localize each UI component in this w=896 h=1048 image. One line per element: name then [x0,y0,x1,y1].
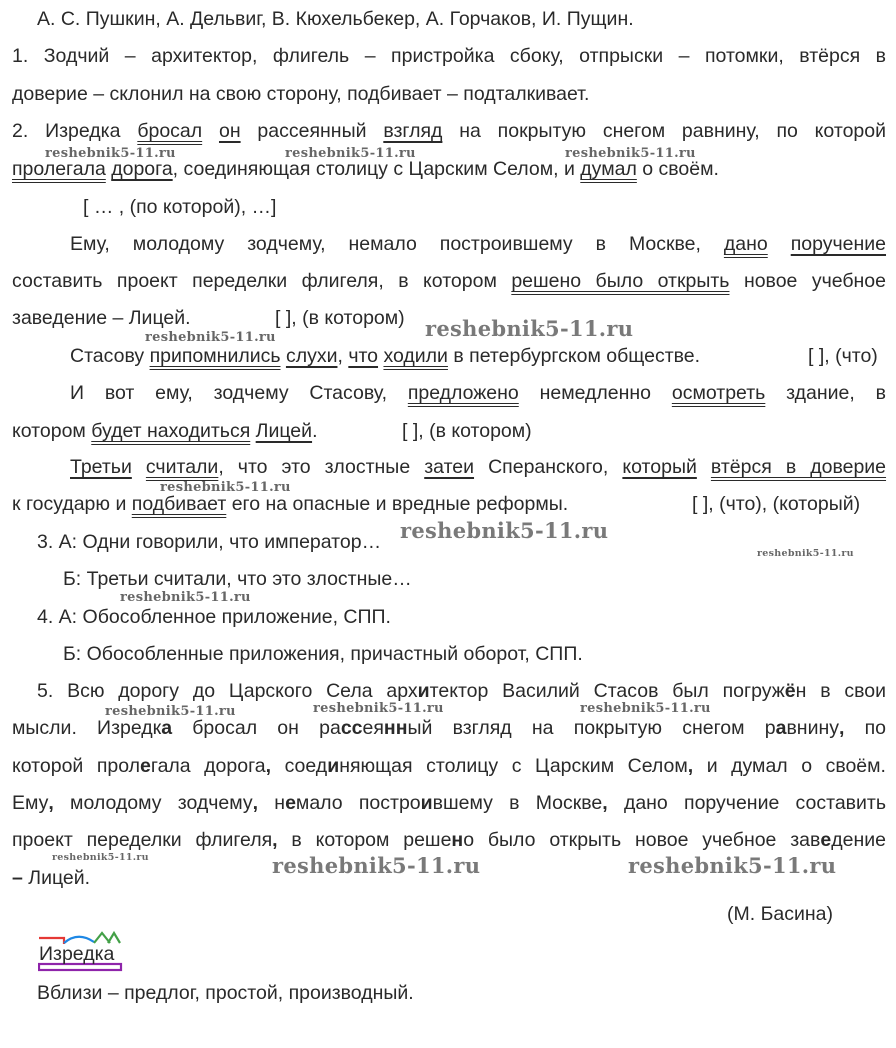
text-segment: Ему [12,792,49,814]
inserted-punctuation: , [272,829,278,851]
inserted-letter: и [327,755,340,777]
watermark: reshebnik5-11.ru [145,330,276,345]
task5-line2 [12,716,886,740]
watermark: reshebnik5-11.ru [120,590,251,605]
watermark: reshebnik5-11.ru [400,518,609,543]
text-segment: дение [831,829,886,851]
watermark: reshebnik5-11.ru [45,146,176,161]
text-segment: , соединяющая столицу с Царским Селом, и [172,158,581,180]
text-segment: в котором реше [277,829,452,851]
text-segment: соед [271,755,328,777]
text-segment: вшему в Москве [432,792,603,814]
text-segment: новое учебное [729,270,886,292]
task2-p3-line1 [70,344,700,368]
inserted-punctuation: , [838,717,845,739]
predicate: решено было открыть [511,270,730,292]
inserted-letter: а [161,717,173,739]
inserted-letter: н [451,829,464,851]
inserted-letter: е [285,792,296,814]
object: взгляд [383,120,443,142]
task5-line6 [12,866,90,890]
morph-word: Изредка [39,943,115,965]
text-segment: 5. Всю дорогу до Царского Села арх [37,680,418,702]
text-segment: , [337,345,349,367]
inserted-letter: сс [340,717,363,739]
watermark: reshebnik5-11.ru [160,480,291,495]
task5-line3 [12,754,886,778]
text-segment [697,456,711,478]
task2-p1-line1 [12,119,886,143]
text-segment: н в свои [795,680,887,702]
text-segment: его на опасные и вредные реформы. [226,493,569,515]
task2-p2-line2 [12,269,886,293]
task2-p2-line3: заведение – Лицей. [12,307,191,329]
text-segment: о своём. [636,158,719,180]
watermark: reshebnik5-11.ru [272,853,481,878]
task2-p2-line1 [70,232,886,256]
inserted-punctuation: , [252,792,259,814]
predicate: припомнились [149,345,281,367]
scheme: [ ], (что), (который) [692,493,861,515]
task5-line1 [37,679,886,703]
text-segment: в петербургском обществе. [447,345,701,367]
text-segment: ый взгляд на покрытую снегом р [407,717,776,739]
inserted-letter: е [820,829,832,851]
morph-note: Вблизи – предлог, простой, производный. [37,982,414,1004]
watermark: reshebnik5-11.ru [757,548,854,559]
watermark: reshebnik5-11.ru [565,146,696,161]
text-segment: няющая столицу с Царским Селом [339,755,688,777]
inserted-letter: а [775,717,787,739]
text-segment: здание, в [765,382,886,404]
predicate: будет находиться [91,420,251,442]
watermark: reshebnik5-11.ru [105,704,236,719]
predicate: пролегала [12,158,106,180]
predicate: ходили [383,345,448,367]
text-segment: проект переделки флигеля [12,829,273,851]
task5-line4 [12,791,886,815]
watermark: reshebnik5-11.ru [425,316,634,341]
text-segment: гала дорога [150,755,266,777]
text-segment: к государю и [12,493,132,515]
subject: поручение [790,233,887,255]
text-segment: дано поручение составить [607,792,887,814]
text-segment: Лицей. [22,867,91,889]
task3-a: 3. А: Одни говорили, что император… [37,531,382,553]
watermark: reshebnik5-11.ru [285,146,416,161]
inserted-punctuation: , [687,755,694,777]
predicate: втёрся в доверие [710,456,887,478]
text-segment: которой прол [12,755,141,777]
subject: слухи [285,345,338,367]
predicate: дано [723,233,768,255]
subject: что [348,345,379,367]
text-segment [202,120,219,142]
scheme: [ ], (в котором) [275,307,405,329]
text-segment: по [844,717,887,739]
text-segment: о было открыть новое учебное зав [463,829,821,851]
text-segment: Ему, молодому зодчему, немало построившему в Москве, [70,233,724,255]
task2-p5-line2 [12,492,568,516]
predicate: подбивает [131,493,227,515]
text-segment: составить проект переделки флигеля, в котором [12,270,512,292]
inserted-punctuation: , [48,792,54,814]
text-segment [132,456,146,478]
predicate: бросал [137,120,203,142]
text-segment: ея [362,717,384,739]
scheme: [ … , (по которой), …] [83,196,277,218]
watermark: reshebnik5-11.ru [580,701,711,716]
task3-b: Б: Третьи считали, что это злостные… [63,568,412,590]
subject: который [622,456,697,478]
text-segment: немедленно [518,382,672,404]
text-segment: и думал о своём. [693,755,886,777]
task1-line1: 1. Зодчий – архитектор, флигель – пристройка сбоку, отпрыски – потомки, втёрся в [12,45,886,67]
watermark: reshebnik5-11.ru [313,701,444,716]
text-segment: на покрытую снегом равнину, по которой [442,120,886,142]
text-segment: внину [786,717,839,739]
text-segment: рассеянный [240,120,384,142]
predicate: осмотреть [671,382,766,404]
task4-b: Б: Обособленные приложения, причастный оборот, СПП. [63,643,583,665]
scheme: [ ], (что) [808,345,878,367]
watermark: reshebnik5-11.ru [628,853,837,878]
inserted-punctuation: , [265,755,272,777]
subject: Третьи [70,456,132,478]
inserted-letter: нн [383,717,408,739]
task4-a: 4. А: Обособленное приложение, СПП. [37,606,391,628]
text-segment: котором [12,420,92,442]
inserted-punctuation: – [12,867,23,889]
text-segment: . [312,420,318,442]
text-segment: Стасову [70,345,150,367]
scheme: [ ], (в котором) [402,420,532,442]
text-segment: мало постро [295,792,421,814]
task2-p5-line1 [70,455,886,479]
predicate: думал [580,158,637,180]
text-segment: тектор Василий Стасов был погруж [429,680,785,702]
watermark: reshebnik5-11.ru [52,852,149,863]
text-segment: бросал он ра [172,717,341,739]
subject: затеи [424,456,475,478]
task1-line2: доверие – склонил на свою сторону, подбивает – подталкивает. [12,83,590,105]
inserted-punctuation: , [602,792,608,814]
inserted-letter: и [417,680,430,702]
predicate: считали [145,456,219,478]
text-segment: мысли. Изредк [12,717,162,739]
author: (М. Басина) [727,903,833,925]
subject: он [218,120,241,142]
task5-line5 [12,828,886,852]
inserted-letter: и [420,792,433,814]
text-segment [768,233,791,255]
subject: дорога [111,158,173,180]
inserted-letter: ё [784,680,796,702]
text-segment: 2. Изредка [12,120,138,142]
text-segment: И вот ему, зодчему Стасову, [70,382,408,404]
task2-p4-line1 [70,381,886,405]
text-segment: н [258,792,286,814]
subject: Лицей [255,420,313,442]
inserted-letter: е [140,755,151,777]
task2-p4-line2 [12,419,317,443]
predicate: предложено [407,382,519,404]
text-segment: молодому зодчему [53,792,253,814]
text-segment: Сперанского, [474,456,623,478]
students-list: А. С. Пушкин, А. Дельвиг, В. Кюхельбекер, А. Горчаков, И. Пущин. [37,8,634,30]
text-segment: , что это злостные [218,456,425,478]
